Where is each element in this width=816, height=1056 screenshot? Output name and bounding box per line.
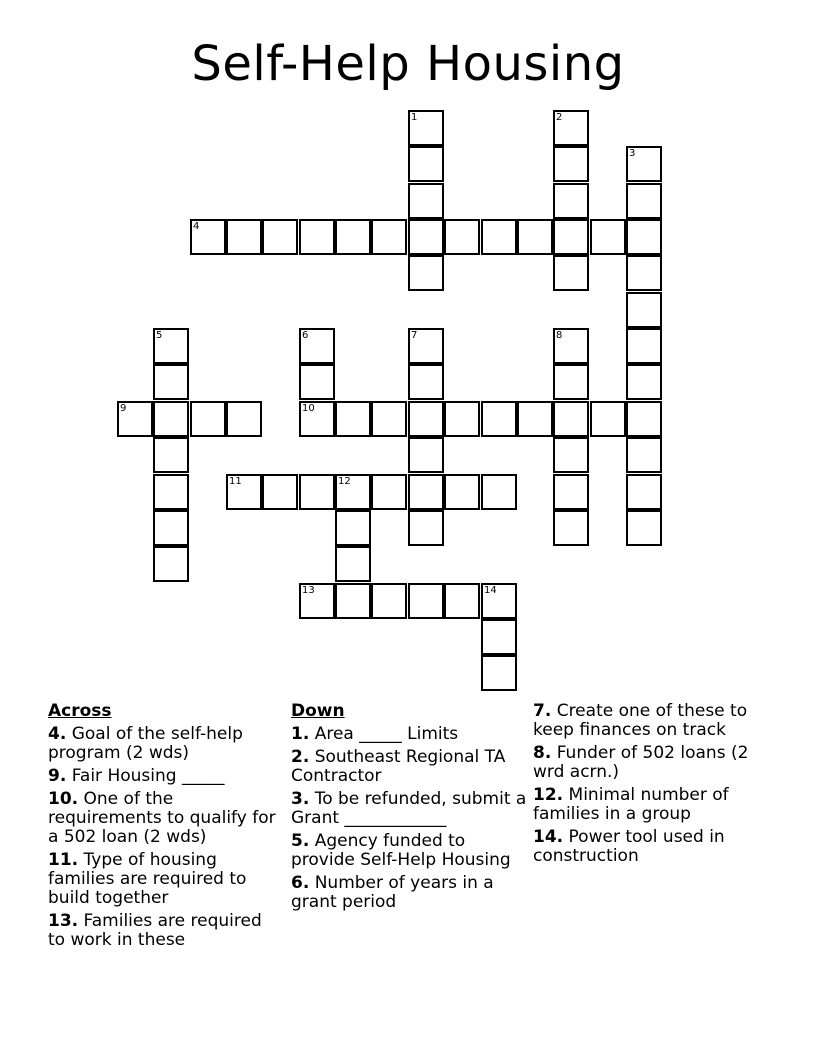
grid-cell[interactable] — [626, 183, 662, 219]
clue-item-number: 4. — [48, 724, 67, 744]
grid-cell[interactable] — [153, 510, 189, 546]
clue-item-text: One of the requirements to qualify for a 502 loan (2 wds) — [48, 789, 276, 847]
grid-cell[interactable] — [408, 219, 444, 255]
grid-cell[interactable] — [444, 219, 480, 255]
grid-cell[interactable] — [408, 183, 444, 219]
clue-item-text: Agency funded to provide Self-Help Housing — [291, 831, 511, 870]
grid-cell[interactable] — [481, 401, 517, 437]
clue-item-text: Southeast Regional TA Contractor — [291, 747, 506, 786]
puzzle-title: Self-Help Housing — [191, 36, 625, 92]
clue-item-text: Number of years in a grant period — [291, 873, 494, 912]
grid-cell[interactable] — [481, 583, 517, 619]
grid-cell[interactable] — [190, 401, 226, 437]
clue-item-text: Families are required to work in these — [48, 911, 262, 950]
clue-number: 3 — [629, 148, 636, 159]
grid-cell[interactable] — [626, 219, 662, 255]
grid-cell[interactable] — [408, 401, 444, 437]
grid-cell[interactable] — [153, 546, 189, 582]
clue-item — [533, 744, 773, 782]
clue-number: 6 — [302, 330, 309, 341]
grid-cell[interactable] — [226, 401, 262, 437]
clue-number: 13 — [302, 585, 315, 596]
clue-number: 4 — [193, 221, 200, 232]
clue-item-text: Area _____ Limits — [309, 724, 459, 744]
across-clues — [48, 702, 280, 954]
grid-cell[interactable] — [408, 510, 444, 546]
clue-item — [48, 912, 280, 950]
grid-cell[interactable] — [371, 583, 407, 619]
grid-cell[interactable] — [626, 474, 662, 510]
grid-cell[interactable] — [553, 510, 589, 546]
clue-item-number: 11. — [48, 850, 79, 870]
grid-cell[interactable] — [553, 401, 589, 437]
grid-cell[interactable] — [481, 619, 517, 655]
clue-item-number: 6. — [291, 873, 310, 893]
grid-cell[interactable] — [517, 219, 553, 255]
grid-cell[interactable] — [226, 219, 262, 255]
down-clues-continued — [533, 702, 773, 870]
grid-cell[interactable] — [553, 437, 589, 473]
clue-item-number: 2. — [291, 747, 310, 767]
clue-number: 7 — [411, 330, 418, 341]
clue-item-number: 5. — [291, 831, 310, 851]
clue-item-number: 7. — [533, 701, 552, 721]
grid-cell[interactable] — [371, 401, 407, 437]
clue-number: 11 — [229, 476, 242, 487]
grid-cell[interactable] — [153, 437, 189, 473]
grid-cell[interactable] — [408, 255, 444, 291]
clue-item-number: 3. — [291, 789, 310, 809]
clue-item — [533, 828, 773, 866]
grid-cell[interactable] — [553, 364, 589, 400]
grid-cell[interactable] — [299, 219, 335, 255]
clue-number: 8 — [556, 330, 563, 341]
clue-item-number: 8. — [533, 743, 552, 763]
clue-item-text: Power tool used in construction — [533, 827, 725, 866]
clue-item-number: 12. — [533, 785, 564, 805]
clue-item-text: Create one of these to keep finances on track — [533, 701, 748, 740]
grid-cell[interactable] — [335, 546, 371, 582]
grid-cell[interactable] — [408, 437, 444, 473]
grid-cell[interactable] — [262, 474, 298, 510]
grid-cell[interactable] — [153, 474, 189, 510]
grid-cell[interactable] — [481, 655, 517, 691]
clue-item-number: 14. — [533, 827, 564, 847]
clue-number: 2 — [556, 112, 563, 123]
grid-cell[interactable] — [626, 255, 662, 291]
clue-number: 1 — [411, 112, 418, 123]
clue-item — [291, 748, 527, 786]
clue-item — [48, 767, 280, 786]
clue-item-text: Minimal number of families in a group — [533, 785, 729, 824]
grid-cell[interactable] — [444, 401, 480, 437]
grid-cell[interactable] — [481, 474, 517, 510]
clue-item — [291, 790, 527, 828]
clue-item-number: 1. — [291, 724, 310, 744]
grid-cell[interactable] — [335, 401, 371, 437]
grid-cell[interactable] — [553, 146, 589, 182]
clue-item — [48, 790, 280, 847]
grid-cell[interactable] — [262, 219, 298, 255]
clue-number: 5 — [156, 330, 163, 341]
grid-cell[interactable] — [408, 110, 444, 146]
clue-item-text: Type of housing families are required to build together — [48, 850, 247, 908]
grid-cell[interactable] — [371, 474, 407, 510]
grid-cell[interactable] — [626, 437, 662, 473]
grid-cell[interactable] — [117, 401, 153, 437]
clue-item-number: 9. — [48, 766, 67, 786]
grid-cell[interactable] — [626, 146, 662, 182]
grid-cell[interactable] — [153, 364, 189, 400]
grid-cell[interactable] — [553, 474, 589, 510]
grid-cell[interactable] — [590, 401, 626, 437]
grid-cell[interactable] — [190, 219, 226, 255]
grid-cell[interactable] — [553, 219, 589, 255]
clue-item-text: To be refunded, submit a Grant ____________ — [291, 789, 527, 828]
grid-cell[interactable] — [153, 401, 189, 437]
clue-item — [48, 725, 280, 763]
clue-number: 14 — [484, 585, 497, 596]
grid-cell[interactable] — [335, 510, 371, 546]
grid-cell[interactable] — [553, 328, 589, 364]
grid-cell[interactable] — [590, 219, 626, 255]
grid-cell[interactable] — [626, 364, 662, 400]
grid-cell[interactable] — [299, 474, 335, 510]
grid-cell[interactable] — [335, 219, 371, 255]
down-clues — [291, 702, 527, 916]
clue-item-number: 13. — [48, 911, 79, 931]
clue-item — [291, 832, 527, 870]
grid-cell[interactable] — [299, 583, 335, 619]
clue-item — [533, 702, 773, 740]
grid-cell[interactable] — [408, 364, 444, 400]
grid-cell[interactable] — [626, 510, 662, 546]
grid-cell[interactable] — [408, 146, 444, 182]
clue-item-number: 10. — [48, 789, 79, 809]
down-heading: Down — [291, 701, 345, 721]
clue-number: 9 — [120, 403, 127, 414]
grid-cell[interactable] — [408, 474, 444, 510]
grid-cell[interactable] — [481, 219, 517, 255]
grid-cell[interactable] — [444, 583, 480, 619]
clue-item-text: Fair Housing _____ — [66, 766, 225, 786]
grid-cell[interactable] — [299, 364, 335, 400]
grid-cell[interactable] — [553, 255, 589, 291]
grid-cell[interactable] — [408, 583, 444, 619]
clue-number: 10 — [302, 403, 315, 414]
clue-item — [291, 874, 527, 912]
grid-cell[interactable] — [444, 474, 480, 510]
grid-cell[interactable] — [299, 328, 335, 364]
grid-cell[interactable] — [335, 474, 371, 510]
clue-number: 12 — [338, 476, 351, 487]
clue-item — [533, 786, 773, 824]
grid-cell[interactable] — [408, 328, 444, 364]
clue-item — [291, 725, 527, 744]
grid-cell[interactable] — [626, 292, 662, 328]
grid-cell[interactable] — [153, 328, 189, 364]
grid-cell[interactable] — [626, 401, 662, 437]
grid-cell[interactable] — [371, 219, 407, 255]
grid-cell[interactable] — [553, 183, 589, 219]
across-heading: Across — [48, 701, 112, 721]
grid-cell[interactable] — [517, 401, 553, 437]
clue-item-text: Goal of the self-help program (2 wds) — [48, 724, 243, 763]
grid-cell[interactable] — [226, 474, 262, 510]
grid-cell[interactable] — [299, 401, 335, 437]
grid-cell[interactable] — [553, 110, 589, 146]
clue-item — [48, 851, 280, 908]
grid-cell[interactable] — [626, 328, 662, 364]
grid-cell[interactable] — [335, 583, 371, 619]
clue-item-text: Funder of 502 loans (2 wrd acrn.) — [533, 743, 749, 782]
